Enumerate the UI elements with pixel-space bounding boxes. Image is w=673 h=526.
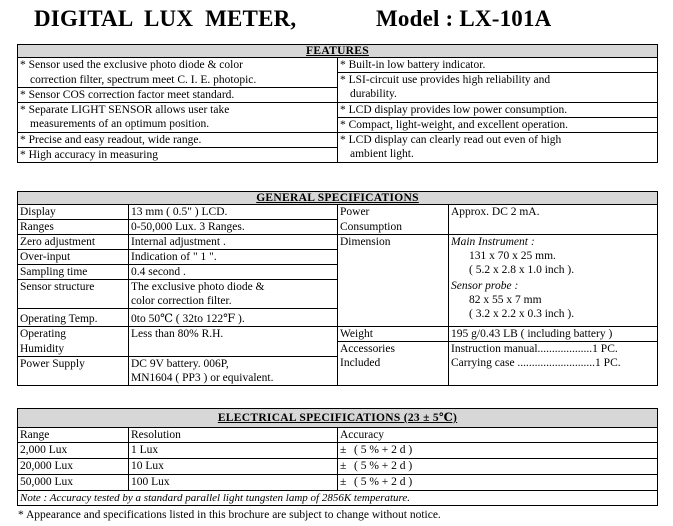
plus-minus-symbol: ± bbox=[340, 444, 347, 456]
power-value-line1: DC 9V battery. 006P, bbox=[131, 357, 229, 370]
document-title bbox=[34, 6, 552, 32]
power-value-line2: MN1604 ( PP3 ) or equivalent. bbox=[131, 371, 274, 384]
spec-value: Indication of " 1 ". bbox=[129, 250, 338, 265]
feature-item: durability. bbox=[338, 87, 658, 102]
footer-disclaimer: * Appearance and specifications listed in this brochure are subject to change without notice. bbox=[18, 509, 441, 521]
range-cell: 20,000 Lux bbox=[18, 459, 129, 475]
feature-item: measurements of an optimum position. bbox=[18, 117, 338, 132]
feature-item: * Built-in low battery indicator. bbox=[338, 58, 658, 73]
spec-label: Sampling time bbox=[18, 265, 129, 280]
dimension-main-inch: ( 5.2 x 2.8 x 1.0 inch ). bbox=[469, 264, 575, 276]
accuracy-cell bbox=[338, 443, 658, 459]
spec-label: Weight bbox=[338, 327, 449, 342]
feature-item: * LSI-circuit use provides high reliability and bbox=[338, 73, 658, 88]
dimension-value bbox=[449, 235, 658, 327]
accuracy-value: ( 5 % + 2 d ) bbox=[354, 460, 413, 472]
spec-value: 0to 50℃ ( 32to 122℉ ). bbox=[129, 309, 338, 327]
spec-label: Consumption bbox=[338, 220, 449, 235]
plus-minus-symbol: ± bbox=[340, 476, 347, 488]
accessory-item: Instruction manual...................1 PC. bbox=[449, 342, 658, 357]
accuracy-cell bbox=[338, 475, 658, 491]
general-specs-header: GENERAL SPECIFICATIONS bbox=[18, 192, 658, 205]
spec-value: 0.4 second . bbox=[129, 265, 338, 280]
feature-item: * Separate LIGHT SENSOR allows user take bbox=[18, 102, 338, 117]
spec-label: Included bbox=[338, 356, 449, 385]
feature-item: * Precise and easy readout, wide range. bbox=[18, 132, 338, 147]
feature-item: * Compact, light-weight, and excellent operation. bbox=[338, 117, 658, 132]
accuracy-value: ( 5 % + 2 d ) bbox=[354, 444, 413, 456]
resolution-cell: 100 Lux bbox=[129, 475, 338, 491]
spec-value: Internal adjustment . bbox=[129, 235, 338, 250]
features-table bbox=[17, 44, 658, 163]
spec-label: Display bbox=[18, 205, 129, 220]
column-header: Resolution bbox=[129, 428, 338, 443]
title-main: DIGITAL LUX METER, bbox=[34, 6, 297, 31]
feature-item: correction filter, spectrum meet C. I. E. photopic. bbox=[18, 73, 338, 88]
column-header: Range bbox=[18, 428, 129, 443]
spec-value: Approx. DC 2 mA. bbox=[449, 205, 658, 235]
spec-value: The exclusive photo diode & bbox=[129, 280, 338, 295]
electrical-specs-header: ELECTRICAL SPECIFICATIONS (23 ± 5℃) bbox=[18, 409, 658, 428]
title-model: Model : LX-101A bbox=[376, 6, 552, 31]
spec-label: Power Supply bbox=[18, 356, 129, 385]
accuracy-cell bbox=[338, 459, 658, 475]
general-specs-table bbox=[17, 191, 658, 386]
accuracy-value: ( 5 % + 2 d ) bbox=[354, 476, 413, 488]
dimension-main-mm: 131 x 70 x 25 mm. bbox=[469, 250, 556, 262]
range-cell: 50,000 Lux bbox=[18, 475, 129, 491]
spec-label: Accessories bbox=[338, 342, 449, 357]
spec-label: Sensor structure bbox=[18, 280, 129, 309]
feature-item: * LCD display provides low power consumption. bbox=[338, 102, 658, 117]
spec-label: Zero adjustment bbox=[18, 235, 129, 250]
dimension-probe-inch: ( 3.2 x 2.2 x 0.3 inch ). bbox=[469, 308, 575, 320]
table-row bbox=[18, 475, 658, 491]
column-header: Accuracy bbox=[338, 428, 658, 443]
table-row bbox=[18, 443, 658, 459]
resolution-cell: 1 Lux bbox=[129, 443, 338, 459]
spec-value: color correction filter. bbox=[129, 294, 338, 309]
spec-value bbox=[129, 356, 338, 385]
spec-value: 195 g/0.43 LB ( including battery ) bbox=[449, 327, 658, 342]
spec-label: Ranges bbox=[18, 220, 129, 235]
spec-label: Operating bbox=[18, 327, 129, 342]
spec-label: Operating Temp. bbox=[18, 309, 129, 327]
dimension-probe-mm: 82 x 55 x 7 mm bbox=[469, 294, 542, 306]
dimension-main-title: Main Instrument : bbox=[451, 236, 535, 248]
spec-value: 0-50,000 Lux. 3 Ranges. bbox=[129, 220, 338, 235]
dimension-probe-title: Sensor probe : bbox=[451, 280, 519, 292]
resolution-cell: 10 Lux bbox=[129, 459, 338, 475]
spec-label: Humidity bbox=[18, 342, 129, 357]
spec-label: Over-input bbox=[18, 250, 129, 265]
accuracy-note: Note : Accuracy tested by a standard parallel light tungsten lamp of 2856K temperature. bbox=[18, 491, 658, 506]
spec-label: Power bbox=[338, 205, 449, 220]
spec-value: 13 mm ( 0.5" ) LCD. bbox=[129, 205, 338, 220]
range-cell: 2,000 Lux bbox=[18, 443, 129, 459]
feature-item: * High accuracy in measuring bbox=[18, 147, 338, 162]
table-row bbox=[18, 459, 658, 475]
features-header: FEATURES bbox=[18, 45, 658, 58]
feature-item: * Sensor COS correction factor meet standard. bbox=[18, 87, 338, 102]
electrical-specs-table bbox=[17, 408, 658, 506]
feature-item: * LCD display can clearly read out even of high bbox=[338, 132, 658, 147]
accessory-item: Carrying case ...........................1 PC. bbox=[449, 356, 658, 385]
spec-label: Dimension bbox=[338, 235, 449, 327]
plus-minus-symbol: ± bbox=[340, 460, 347, 472]
feature-item: ambient light. bbox=[338, 147, 658, 162]
feature-item: * Sensor used the exclusive photo diode & color bbox=[18, 58, 338, 73]
spec-value: Less than 80% R.H. bbox=[129, 327, 338, 357]
